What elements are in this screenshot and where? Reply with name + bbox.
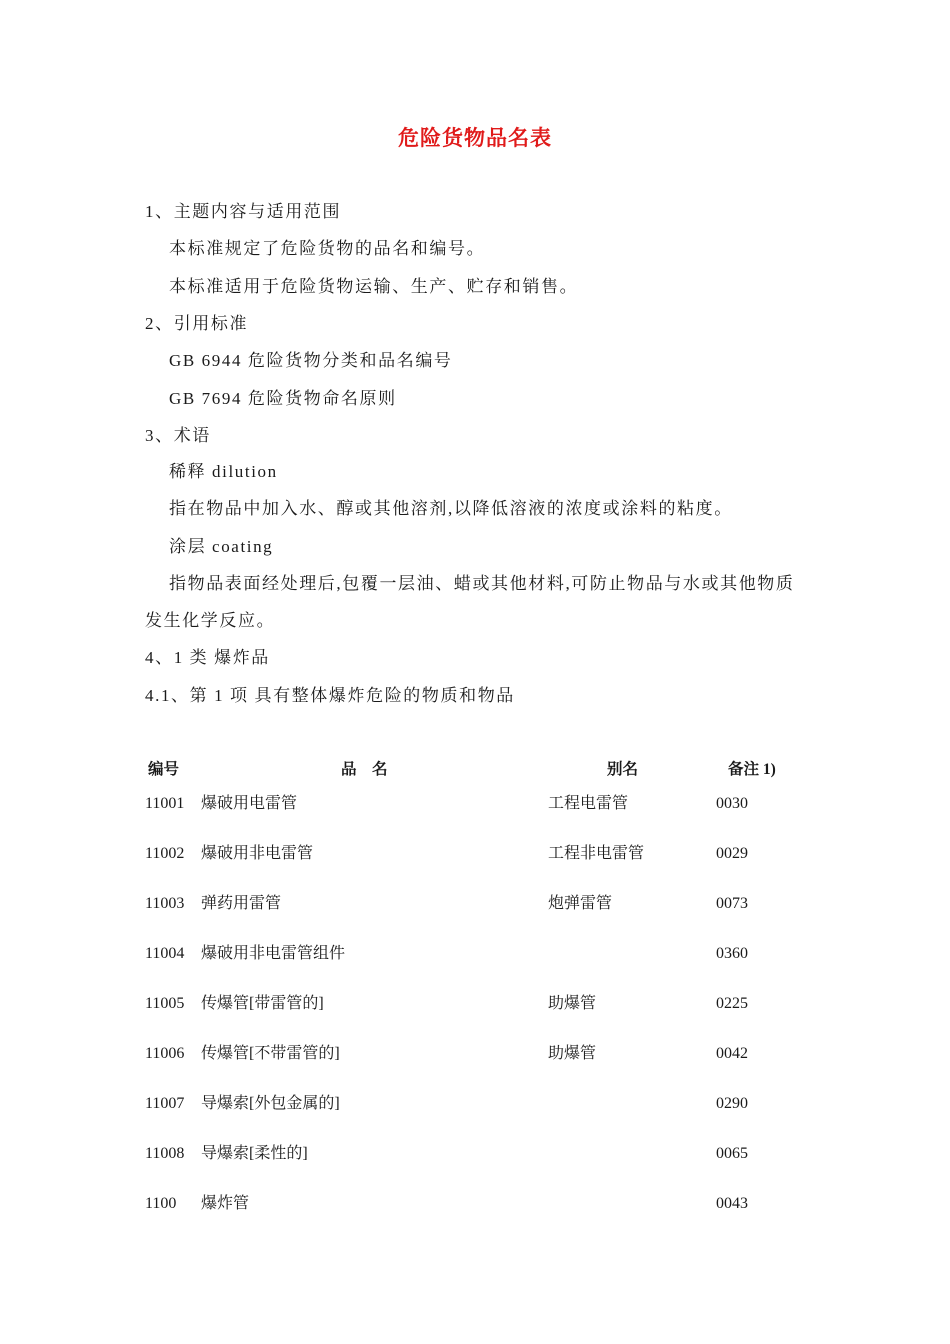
cell-code: 11002 xyxy=(145,845,185,862)
header-note: 备注 1) xyxy=(728,761,776,778)
reference-standard: GB 7694 危险货物命名原则 xyxy=(169,389,397,408)
term-definition: 指物品表面经处理后,包覆一层油、蜡或其他材料,可防止物品与水或其他物质 xyxy=(169,574,795,593)
table-row xyxy=(0,941,950,991)
header-name: 品 名 xyxy=(341,761,388,778)
cell-code: 1100 xyxy=(145,1195,177,1212)
cell-alias: 助爆管 xyxy=(548,995,597,1012)
cell-name: 导爆索[柔性的] xyxy=(201,1145,308,1162)
cell-note: 0290 xyxy=(716,1095,748,1112)
table-row xyxy=(0,991,950,1041)
cell-note: 0065 xyxy=(716,1145,748,1162)
subsection-heading: 4.1、第 1 项 具有整体爆炸危险的物质和物品 xyxy=(145,686,515,705)
paragraph: 本标准适用于危险货物运输、生产、贮存和销售。 xyxy=(169,277,579,296)
cell-note: 0029 xyxy=(716,845,748,862)
cell-alias: 工程电雷管 xyxy=(548,795,629,812)
cell-name: 传爆管[不带雷管的] xyxy=(201,1045,340,1062)
cell-code: 11005 xyxy=(145,995,185,1012)
cell-code: 11004 xyxy=(145,945,185,962)
section-heading-1: 1、主题内容与适用范围 xyxy=(145,202,342,221)
cell-note: 0042 xyxy=(716,1045,748,1062)
table-row xyxy=(0,1041,950,1091)
cell-alias: 工程非电雷管 xyxy=(548,845,645,862)
cell-name: 弹药用雷管 xyxy=(201,895,282,912)
table-row xyxy=(0,1141,950,1191)
cell-code: 11008 xyxy=(145,1145,185,1162)
table-row xyxy=(0,1191,950,1241)
paragraph: 本标准规定了危险货物的品名和编号。 xyxy=(169,239,486,258)
cell-name: 爆破用电雷管 xyxy=(201,795,298,812)
term-definition: 指在物品中加入水、醇或其他溶剂,以降低溶液的浓度或涂料的粘度。 xyxy=(169,499,733,518)
section-heading-4: 4、1 类 爆炸品 xyxy=(145,648,270,667)
reference-standard: GB 6944 危险货物分类和品名编号 xyxy=(169,351,453,370)
header-code: 编号 xyxy=(148,761,180,778)
table-row xyxy=(0,1091,950,1141)
cell-name: 爆破用非电雷管组件 xyxy=(201,945,346,962)
cell-note: 0073 xyxy=(716,895,748,912)
term: 涂层 coating xyxy=(169,537,274,556)
term: 稀释 dilution xyxy=(169,462,278,481)
section-heading-3: 3、术语 xyxy=(145,426,211,445)
cell-alias: 炮弹雷管 xyxy=(548,895,613,912)
header-alias: 别名 xyxy=(607,761,639,778)
cell-code: 11003 xyxy=(145,895,185,912)
cell-note: 0225 xyxy=(716,995,748,1012)
cell-note: 0030 xyxy=(716,795,748,812)
cell-name: 爆炸管 xyxy=(201,1195,250,1212)
cell-note: 0043 xyxy=(716,1195,748,1212)
document-title: 危险货物品名表 xyxy=(398,126,552,150)
table-row xyxy=(0,841,950,891)
cell-code: 11001 xyxy=(145,795,185,812)
cell-name: 爆破用非电雷管 xyxy=(201,845,314,862)
cell-code: 11006 xyxy=(145,1045,185,1062)
table-row xyxy=(0,791,950,841)
term-definition-continued: 发生化学反应。 xyxy=(145,611,276,630)
cell-name: 传爆管[带雷管的] xyxy=(201,995,324,1012)
table-row xyxy=(0,891,950,941)
section-heading-2: 2、引用标准 xyxy=(145,314,249,333)
cell-note: 0360 xyxy=(716,945,748,962)
cell-name: 导爆索[外包金属的] xyxy=(201,1095,340,1112)
cell-code: 11007 xyxy=(145,1095,185,1112)
cell-alias: 助爆管 xyxy=(548,1045,597,1062)
